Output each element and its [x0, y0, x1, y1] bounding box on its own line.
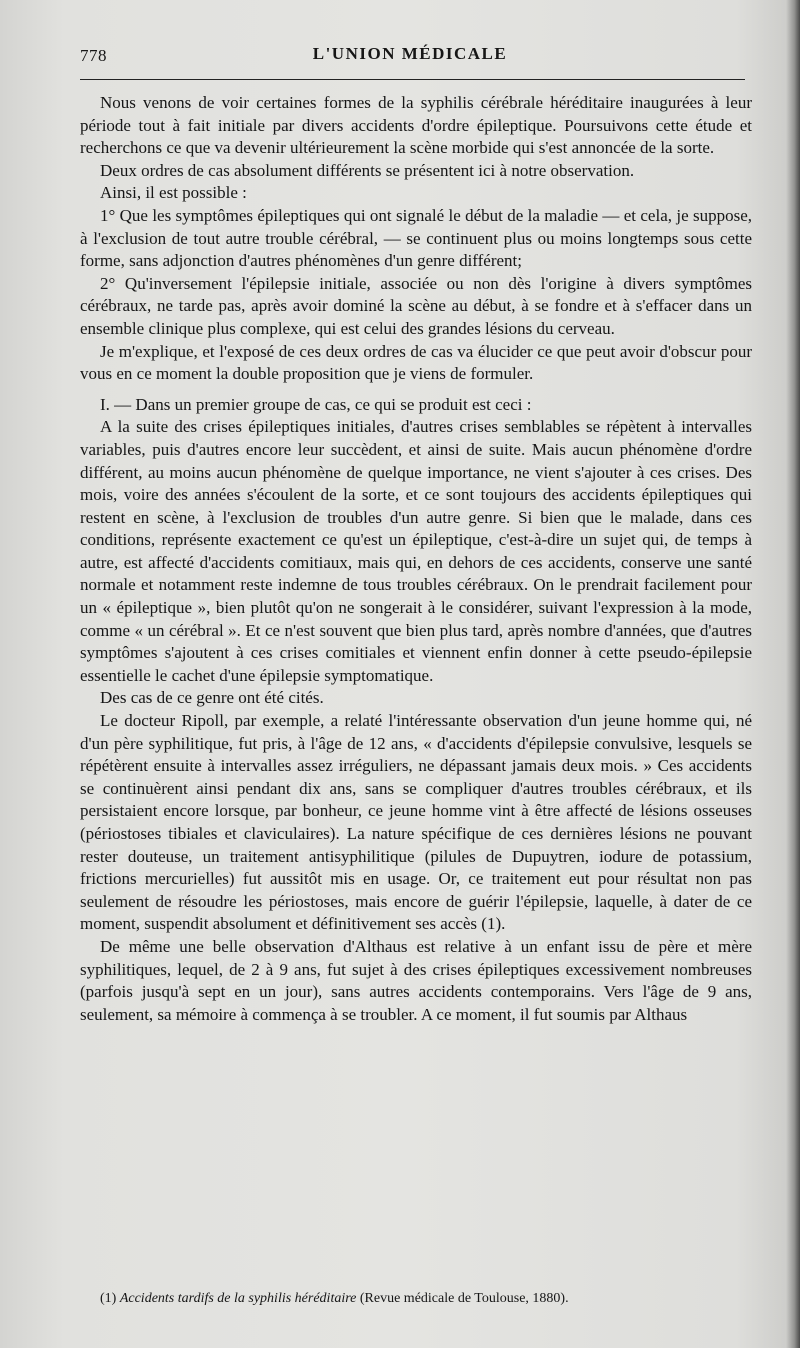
footnote	[100, 1290, 740, 1308]
paragraph: De même une belle observation d'Althaus est relative à un enfant issu de père et mère syphilitiques, lequel, de 2 à 9 ans, fut sujet à des crises épileptiques excessivement nombreuses (parfois jusqu'à sept en un jour), sans autres accidents contemporains. Vers l'âge de 9 ans, seulement, sa mémoire à commença à se troubler. A ce moment, il fut soumis par Althaus	[80, 936, 752, 1024]
paragraph: Le docteur Ripoll, par exemple, a relaté l'intéressante observation d'un jeune homme qui, né d'un père syphilitique, fut pris, à l'âge de 12 ans, « d'accidents d'épilepsie convulsive, lesquels se répétèrent ensuite à intervalles assez irréguliers, ne dépassant jamais deux mois. » Ces accidents se continuèrent ainsi pendant dix ans, sans se compliquer d'autres troubles cérébraux, et ils persistaient encore lorsque, par bonheur, ce jeune homme vint à être affecté de lésions osseuses (périostoses tibiales et claviculaires). La nature spécifique de ces dernières lésions ne pouvant rester douteuse, un traitement antisyphilitique (pilules de Dupuytren, iodure de potassium, frictions mercurielles) fut aussitôt mis en usage. Or, ce traitement eut pour résultat non pas seulement de résoudre les périostoses, mais encore de guérir l'épilepsie, laquelle, à dater de ce moment, suspendit absolument et définitivement ses accès (1).	[80, 711, 752, 934]
page-binding-shadow	[786, 0, 800, 1348]
page-number: 778	[80, 46, 107, 65]
running-title: L'UNION MÉDICALE	[312, 44, 508, 63]
paragraph: Deux ordres de cas absolument différents se présentent ici à notre observation.	[100, 160, 635, 180]
paragraph: 1° Que les symptômes épileptiques qui ont signalé le début de la maladie — et cela, je suppose, à l'exclusion de tout autre trouble cérébral, — se continuent plus ou moins longtemps sous cette forme, sans adjonction d'autres phénomènes d'un genre différent;	[80, 205, 752, 271]
page-header	[80, 40, 740, 76]
footnote-title: Accidents tardifs de la syphilis héréditaire	[119, 1291, 357, 1306]
paragraph: Je m'explique, et l'exposé de ces deux ordres de cas va élucider ce que peut avoir d'obscur pour vous en ce moment la double proposition que je viens de formuler.	[80, 341, 752, 384]
footnote-marker: (1)	[100, 1291, 117, 1306]
section-heading-paragraph: I. — Dans un premier groupe de cas, ce qui se produit est ceci :	[100, 394, 532, 414]
footnote-source: (Revue médicale de Toulouse, 1880).	[359, 1291, 569, 1306]
paragraph: A la suite des crises épileptiques initiales, d'autres crises semblables se répètent à intervalles variables, puis d'autres encore leur succèdent, et ainsi de suite. Mais aucun phénomène d'ordre différent, au moins aucun phénomène de quelque importance, ne vient s'ajouter à ces crises. Des mois, voire des années s'écoulent de la sorte, et ce sont toujours des accidents épileptiques qui restent en scène, à l'exclusion de troubles d'un autre genre. Si bien que le malade, dans ces conditions, représente exactement ce qu'est un épileptique, c'est-à-dire un sujet qui, de temps à autre, est affecté d'accidents comitiaux, mais qui, en dehors de ces accidents, conserve une santé normale et notamment reste indemne de tous troubles cérébraux. On le prendrait facilement pour un « épileptique », bien plutôt qu'on ne songerait à le considérer, suivant l'expression à la mode, comme « un cérébral ». Et ce n'est souvent que bien plus tard, après nombre d'années, que d'autres symptômes s'ajoutent à ces crises comitiales et viennent enfin donner à cette pseudo-épilepsie essentielle le cachet d'une épilepsie symptomatique.	[80, 417, 752, 685]
paragraph: 2° Qu'inversement l'épilepsie initiale, associée ou non dès l'origine à divers symptômes cérébraux, ne tarde pas, après avoir dominé la scène au début, à se fondre et à s'effacer dans un ensemble clinique plus complexe, qui est celui des grandes lésions du cerveau.	[80, 273, 752, 338]
body-text	[80, 92, 752, 1026]
paragraph: Ainsi, il est possible :	[100, 183, 247, 203]
paragraph: Nous venons de voir certaines formes de la syphilis cérébrale héréditaire inaugurées à leur période tout à fait initiale par divers accidents d'ordre épileptique. Poursuivons cette étude et recherchons ce que va devenir ultérieurement la scène morbide qui s'est annoncée de la sorte.	[80, 93, 752, 158]
paragraph: Des cas de ce genre ont été cités.	[100, 688, 324, 708]
header-rule	[80, 79, 745, 80]
